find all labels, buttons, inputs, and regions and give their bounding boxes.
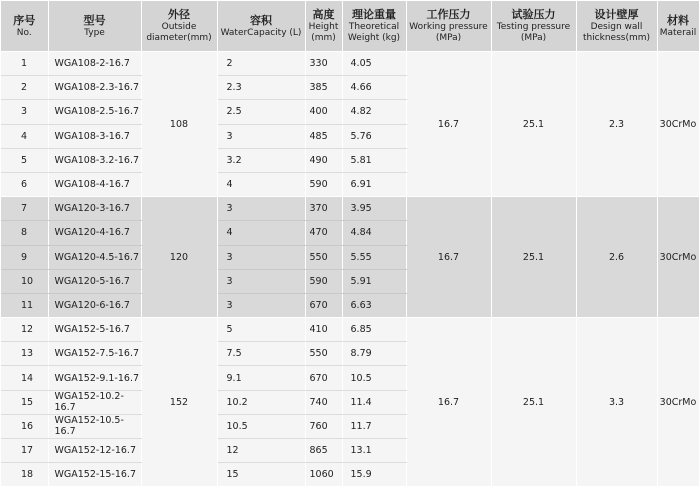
header-outside-diameter: [141, 1, 217, 52]
height-cell: 385: [305, 76, 342, 100]
material-cell: 30CrMo: [657, 318, 699, 487]
row-number-cell: 4: [1, 124, 48, 148]
row-number-cell: 16: [1, 414, 48, 438]
theoretical-weight-cell: 4.84: [342, 221, 406, 245]
header-wall-zh: 设计壁厚: [594, 8, 639, 21]
model-type-cell: WGA152-12-16.7: [48, 439, 141, 463]
theoretical-weight-cell: 5.91: [342, 269, 406, 293]
outside-diameter-cell: 152: [141, 318, 217, 487]
water-capacity-cell: 3: [217, 124, 305, 148]
height-cell: 550: [305, 245, 342, 269]
model-type-cell: WGA152-5-16.7: [48, 318, 141, 342]
header-water-capacity: [217, 1, 305, 52]
model-type-cell: WGA108-3-16.7: [48, 124, 141, 148]
water-capacity-cell: 3.2: [217, 148, 305, 172]
header-wp-en: Working pressure (MPa): [409, 22, 488, 43]
height-cell: 760: [305, 414, 342, 438]
model-type-cell: WGA108-2.3-16.7: [48, 76, 141, 100]
height-cell: 490: [305, 148, 342, 172]
model-type-cell: WGA152-10.2-16.7: [48, 390, 141, 414]
theoretical-weight-cell: 3.95: [342, 197, 406, 221]
water-capacity-cell: 5: [217, 318, 305, 342]
header-wp-zh: 工作压力: [426, 8, 471, 21]
height-cell: 470: [305, 221, 342, 245]
header-no-en: No.: [16, 27, 32, 38]
height-cell: 370: [305, 197, 342, 221]
outside-diameter-cell: 108: [141, 52, 217, 197]
row-number-cell: 2: [1, 76, 48, 100]
theoretical-weight-cell: 4.82: [342, 100, 406, 124]
theoretical-weight-cell: 5.76: [342, 124, 406, 148]
height-cell: 1060: [305, 463, 342, 487]
header-mat-en: Materail: [659, 27, 697, 38]
model-type-cell: WGA120-4.5-16.7: [48, 245, 141, 269]
header-row: [1, 1, 699, 52]
row-number-cell: 11: [1, 293, 48, 317]
height-cell: 400: [305, 100, 342, 124]
theoretical-weight-cell: 5.55: [342, 245, 406, 269]
theoretical-weight-cell: 4.66: [342, 76, 406, 100]
water-capacity-cell: 3: [217, 197, 305, 221]
wall-thickness-cell: 3.3: [576, 318, 657, 487]
header-height: [305, 1, 342, 52]
row-number-cell: 7: [1, 197, 48, 221]
model-type-cell: WGA120-3-16.7: [48, 197, 141, 221]
wall-thickness-cell: 2.3: [576, 52, 657, 197]
model-type-cell: WGA108-3.2-16.7: [48, 148, 141, 172]
water-capacity-cell: 9.1: [217, 366, 305, 390]
header-cap-en: WaterCapacity (L): [220, 27, 302, 38]
row-number-cell: 12: [1, 318, 48, 342]
water-capacity-cell: 10.5: [217, 414, 305, 438]
model-type-cell: WGA120-6-16.7: [48, 293, 141, 317]
header-testing-pressure: [491, 1, 576, 52]
row-number-cell: 15: [1, 390, 48, 414]
cylinder-spec-table: [1, 1, 700, 487]
header-no: [1, 1, 48, 52]
header-mat-zh: 材料: [667, 13, 689, 27]
row-number-cell: 3: [1, 100, 48, 124]
height-cell: 550: [305, 342, 342, 366]
table-row: [1, 318, 699, 342]
water-capacity-cell: 2.3: [217, 76, 305, 100]
theoretical-weight-cell: 6.63: [342, 293, 406, 317]
header-weight-en: Theoretical Weight (kg): [347, 22, 401, 43]
model-type-cell: WGA108-4-16.7: [48, 172, 141, 196]
row-number-cell: 8: [1, 221, 48, 245]
model-type-cell: WGA120-5-16.7: [48, 269, 141, 293]
theoretical-weight-cell: 5.81: [342, 148, 406, 172]
working-pressure-cell: 16.7: [406, 52, 491, 197]
header-od-en: Outside diameter(mm): [146, 22, 212, 43]
row-number-cell: 18: [1, 463, 48, 487]
outside-diameter-cell: 120: [141, 197, 217, 318]
row-number-cell: 1: [1, 52, 48, 76]
water-capacity-cell: 2.5: [217, 100, 305, 124]
row-number-cell: 6: [1, 172, 48, 196]
height-cell: 670: [305, 293, 342, 317]
header-tp-zh: 试验压力: [511, 8, 556, 21]
water-capacity-cell: 4: [217, 221, 305, 245]
height-cell: 670: [305, 366, 342, 390]
material-cell: 30CrMo: [657, 197, 699, 318]
working-pressure-cell: 16.7: [406, 318, 491, 487]
row-number-cell: 13: [1, 342, 48, 366]
header-weight-zh: 理论重量: [352, 8, 396, 21]
row-number-cell: 14: [1, 366, 48, 390]
wall-thickness-cell: 2.6: [576, 197, 657, 318]
model-type-cell: WGA152-15-16.7: [48, 463, 141, 487]
working-pressure-cell: 16.7: [406, 197, 491, 318]
height-cell: 865: [305, 439, 342, 463]
row-number-cell: 9: [1, 245, 48, 269]
theoretical-weight-cell: 10.5: [342, 366, 406, 390]
theoretical-weight-cell: 6.85: [342, 318, 406, 342]
water-capacity-cell: 3: [217, 269, 305, 293]
header-wall-thickness: [576, 1, 657, 52]
height-cell: 590: [305, 172, 342, 196]
header-height-zh: 高度: [312, 8, 335, 21]
theoretical-weight-cell: 4.05: [342, 52, 406, 76]
testing-pressure-cell: 25.1: [491, 52, 576, 197]
model-type-cell: WGA152-10.5-16.7: [48, 414, 141, 438]
water-capacity-cell: 10.2: [217, 390, 305, 414]
theoretical-weight-cell: 15.9: [342, 463, 406, 487]
theoretical-weight-cell: 11.7: [342, 414, 406, 438]
header-wall-en: Design wall thickness(mm): [582, 22, 651, 43]
header-type-zh: 型号: [83, 13, 106, 27]
model-type-cell: WGA120-4-16.7: [48, 221, 141, 245]
water-capacity-cell: 15: [217, 463, 305, 487]
theoretical-weight-cell: 13.1: [342, 439, 406, 463]
model-type-cell: WGA152-9.1-16.7: [48, 366, 141, 390]
header-no-zh: 序号: [13, 13, 36, 27]
water-capacity-cell: 12: [217, 439, 305, 463]
model-type-cell: WGA108-2.5-16.7: [48, 100, 141, 124]
theoretical-weight-cell: 6.91: [342, 172, 406, 196]
row-number-cell: 5: [1, 148, 48, 172]
header-height-en: Height (mm): [308, 22, 339, 43]
row-number-cell: 17: [1, 439, 48, 463]
height-cell: 485: [305, 124, 342, 148]
model-type-cell: WGA152-7.5-16.7: [48, 342, 141, 366]
height-cell: 590: [305, 269, 342, 293]
theoretical-weight-cell: 8.79: [342, 342, 406, 366]
table-body: [1, 52, 699, 487]
material-cell: 30CrMo: [657, 52, 699, 197]
water-capacity-cell: 3: [217, 245, 305, 269]
header-type-en: Type: [84, 27, 105, 38]
row-number-cell: 10: [1, 269, 48, 293]
model-type-cell: WGA108-2-16.7: [48, 52, 141, 76]
header-tp-en: Testing pressure (MPa): [496, 22, 571, 43]
table-row: [1, 197, 699, 221]
water-capacity-cell: 7.5: [217, 342, 305, 366]
water-capacity-cell: 4: [217, 172, 305, 196]
header-cap-zh: 容积: [250, 13, 272, 27]
header-weight: [342, 1, 406, 52]
testing-pressure-cell: 25.1: [491, 197, 576, 318]
water-capacity-cell: 2: [217, 52, 305, 76]
header-material: [657, 1, 699, 52]
height-cell: 740: [305, 390, 342, 414]
header-working-pressure: [406, 1, 491, 52]
water-capacity-cell: 3: [217, 293, 305, 317]
theoretical-weight-cell: 11.4: [342, 390, 406, 414]
testing-pressure-cell: 25.1: [491, 318, 576, 487]
table-header: [1, 1, 699, 52]
table-row: [1, 52, 699, 76]
header-type: [48, 1, 141, 52]
header-od-zh: 外径: [168, 8, 190, 21]
height-cell: 410: [305, 318, 342, 342]
height-cell: 330: [305, 52, 342, 76]
